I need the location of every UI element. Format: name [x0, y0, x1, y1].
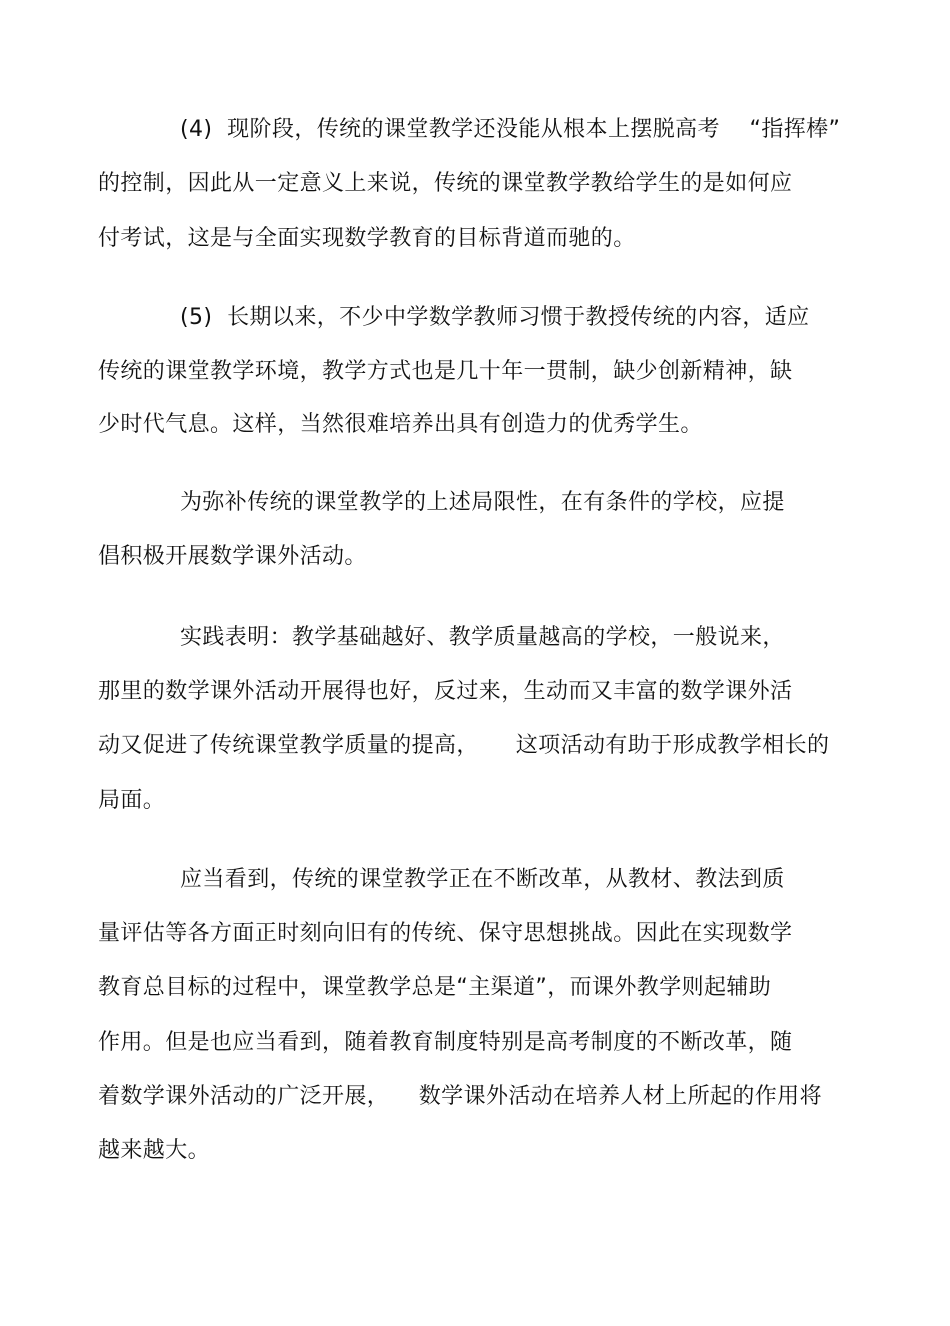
paragraph-5-line-4: 作用。但是也应当看到，随着教育制度特别是高考制度的不断改革，随 — [98, 1030, 793, 1055]
paragraph-3-line-1: 为弥补传统的课堂教学的上述局限性，在有条件的学校，应提 — [180, 490, 785, 515]
paragraph-5-line-6: 越来越大。 — [98, 1138, 211, 1163]
paragraph-5-line-1: 应当看到，传统的课堂教学正在不断改革，从教材、教法到质 — [180, 867, 785, 892]
paragraph-5-line-3: 教育总目标的过程中，课堂教学总是“主渠道”，而课外教学则起辅助 — [98, 975, 772, 1000]
paragraph-2-line-3: 少时代气息。这样，当然很难培养出具有创造力的优秀学生。 — [98, 412, 703, 437]
paragraph-4-line-4: 局面。 — [98, 788, 166, 813]
paragraph-2-line-1: (5) 长期以来，不少中学数学教师习惯于教授传统的内容，适应 — [180, 305, 810, 330]
paragraph-5-line-5: 着数学课外活动的广泛开展， 数学课外活动在培养人材上所起的作用将 — [98, 1084, 822, 1109]
paragraph-5-line-2: 量评估等各方面正时刻向旧有的传统、保守思想挑战。因此在实现数学 — [98, 921, 793, 946]
paragraph-1-line-2: 的控制，因此从一定意义上来说，传统的课堂教学教给学生的是如何应 — [98, 171, 793, 196]
paragraph-4-line-2: 那里的数学课外活动开展得也好，反过来，生动而又丰富的数学课外活 — [98, 679, 793, 704]
paragraph-4-line-1: 实践表明：教学基础越好、教学质量越高的学校，一般说来， — [180, 625, 785, 650]
paragraph-1-line-3: 付考试，这是与全面实现数学教育的目标背道而驰的。 — [98, 226, 636, 251]
paragraph-3-line-2: 倡积极开展数学课外活动。 — [98, 544, 367, 569]
paragraph-1-line-1: (4) 现阶段，传统的课堂教学还没能从根本上摆脱高考 “指挥棒” — [180, 117, 841, 142]
paragraph-2-line-2: 传统的课堂教学环境，教学方式也是几十年一贯制，缺少创新精神，缺 — [98, 359, 793, 384]
paragraph-4-line-3: 动又促进了传统课堂教学质量的提高， 这项活动有助于形成教学相长的 — [98, 733, 830, 758]
